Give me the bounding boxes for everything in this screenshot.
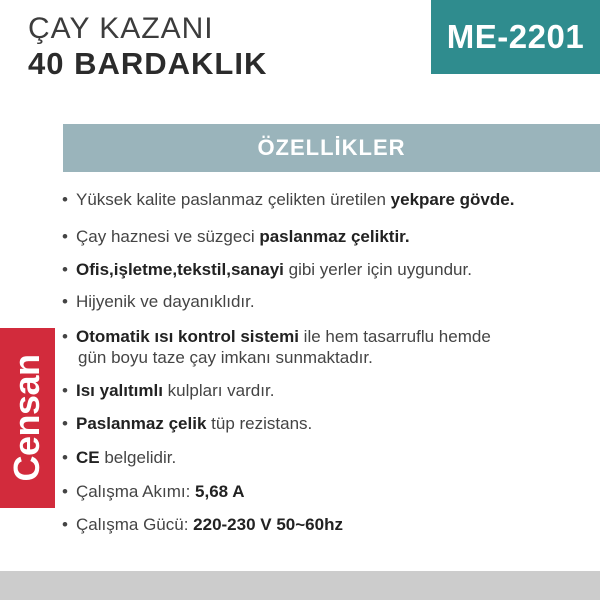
feature-text: belgelidir.	[99, 448, 177, 467]
feature-text: gibi yerler için uygundur.	[283, 260, 472, 279]
feature-text: tüp rezistans.	[206, 414, 313, 433]
feature-item	[62, 514, 343, 535]
feature-text: Yüksek kalite paslanmaz çelikten üretilen	[76, 190, 391, 209]
feature-bold-text: Otomatik ısı kontrol sistemi	[76, 327, 299, 346]
feature-item	[62, 291, 255, 312]
feature-item	[62, 259, 472, 280]
bullet-icon: •	[62, 515, 68, 534]
feature-item	[62, 380, 274, 401]
bullet-icon: •	[62, 292, 68, 311]
feature-item	[62, 189, 514, 210]
feature-text-continued: gün boyu taze çay imkanı sunmaktadır.	[78, 348, 373, 367]
feature-item	[62, 447, 176, 468]
feature-item	[62, 481, 245, 502]
feature-item	[62, 226, 410, 247]
bullet-icon: •	[62, 190, 68, 209]
feature-bold-text: Paslanmaz çelik	[76, 414, 207, 433]
bullet-icon: •	[62, 482, 68, 501]
model-badge	[431, 0, 600, 74]
feature-item	[62, 326, 491, 368]
bullet-icon: •	[62, 327, 68, 346]
feature-bold-text: 5,68 A	[195, 482, 245, 501]
product-capacity: 40 BARDAKLIK	[28, 46, 268, 81]
features-section-header	[63, 124, 600, 172]
product-name: ÇAY KAZANI	[28, 12, 214, 45]
feature-bold-text: yekpare gövde.	[390, 190, 515, 209]
feature-item	[62, 413, 312, 434]
feature-text: kulpları vardır.	[162, 381, 275, 400]
brand-name: Censan	[6, 354, 47, 482]
feature-text: Hijyenik ve dayanıklıdır.	[76, 292, 255, 311]
bullet-icon: •	[62, 381, 68, 400]
brand-logo	[0, 328, 55, 508]
feature-text: Çalışma Akımı:	[76, 482, 196, 501]
model-number: ME-2201	[446, 18, 585, 55]
feature-bold-text: 220-230 V 50~60hz	[193, 515, 343, 534]
feature-bold-text: paslanmaz çeliktir.	[259, 227, 410, 246]
section-title: ÖZELLİKLER	[257, 135, 406, 160]
bullet-icon: •	[62, 414, 68, 433]
bullet-icon: •	[62, 260, 68, 279]
footer-band	[0, 571, 600, 600]
feature-text: ile hem tasarruflu hemde	[298, 327, 491, 346]
feature-bold-text: Ofis,işletme,tekstil,sanayi	[76, 260, 284, 279]
feature-bold-text: CE	[76, 448, 100, 467]
feature-bold-text: Isı yalıtımlı	[76, 381, 163, 400]
bullet-icon: •	[62, 448, 68, 467]
bullet-icon: •	[62, 227, 68, 246]
feature-text: Çalışma Gücü:	[76, 515, 194, 534]
feature-text: Çay haznesi ve süzgeci	[76, 227, 260, 246]
